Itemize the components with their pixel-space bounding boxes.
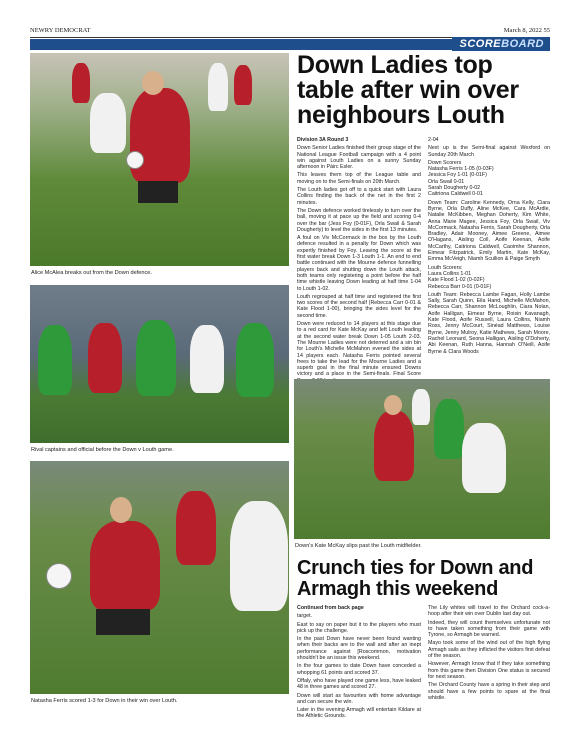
story-2-column-2 xyxy=(428,605,550,703)
player-figure xyxy=(90,93,126,153)
down-team: Down Team: Caroline Kennedy, Orna Kelly, Ciara Byrne, Orla Duffy, Aline McKee, Cara McArdle, Natalie McKibben, Meghan Doherty, Kim White, Anna Marie Magee, Jessica Foy, Orla Swail, Viv McCormack, Natasha Ferris, Sarah Dougherty, Orla Bradley, Adair Mooney, Aimee Greene, Aimee O'Hagans, Aisling Coll, Aoife Keenan, Aoife McCarthy, Caitriona Caldwell, Caoimhe Shannon, Eimear Fitzpatrick, Emily Martin, Kate McKay, Emma McVeigh, Niamh Scullion & Paige Smyth xyxy=(428,199,550,263)
player-figure xyxy=(230,501,288,611)
paragraph: Next up is the Semi-final against Wexford on Sunday 20th March xyxy=(428,145,550,158)
player-figure xyxy=(72,63,90,103)
football xyxy=(46,563,72,589)
paragraph: Down were reduced to 14 players at this stage due to a red card for Kate McKay and left Louth leading at the second water break Down 1-05 Louth 2-03. The Mourne Ladies were not deterred and a sin bin for Louth's Michelle McMahon evened the sides at 14 players each. Natasha Ferris pointed several frees to take the lead for the Mourne Ladies and a superb goal in the final minute ensured Downs victory and a place in the Semi-finals. Final Score xyxy=(297,321,421,378)
photo-2-caption: Rival captains and official before the Down v Louth game. xyxy=(31,447,174,453)
paragraph: Later in the evening Armagh will entertain Kildare at the Athletic Grounds. xyxy=(297,707,421,720)
continued-label: Continued from back page xyxy=(297,605,364,611)
louth-team: Louth Team: Rebecca Lambe Fagan, Holly Lambe Sally, Sarah Quinn, Eila Hand, Michelle McMahon, Rebecca Carr, Shannon McLoughlin, Ciara Nolan, Aoife Halligan, Eimear Byrne, Roisin Kavanagh, Kate Flood, Aoife Russell, Laura Collins, Niamh Ross, Jenny McCourt, Sinéad Matthews, Louise Byrne, Jenny Mulroy, Katie Mathews, Sarah Moore, Rachel Leonard, Seona Halligan, Aisling O'Doherty, Abi Keenan, Ruth Hanna, Hannah O'Neill, Aoife Byrne & Clara Woods xyxy=(428,291,550,355)
official-figure xyxy=(38,325,72,395)
player-figure xyxy=(190,325,224,393)
photo-1-caption: Alice McAlea breaks out from the Down defence. xyxy=(31,270,152,276)
story-1-column-2 xyxy=(428,137,550,357)
player-figure xyxy=(88,323,122,393)
story-1-column-1 xyxy=(297,137,421,386)
player-figure xyxy=(412,389,430,425)
player-figure xyxy=(90,521,160,611)
paragraph: In the past Down have never been found wanting when their backs are to the wall and after an inept performance against [Roscommon, motivation shouldn't be an issue this weekend. xyxy=(297,636,421,662)
photo-3 xyxy=(294,379,550,539)
player-shorts xyxy=(138,181,178,203)
date-page: March 8, 2022 55 xyxy=(503,27,550,34)
paragraph: Louth regrouped at half time and registered the first two scores of the second half (Rebecca Carr 0-01 & Kate Flood 1-00), bringing the sides level for the second time. xyxy=(297,293,421,319)
photo-1 xyxy=(30,53,289,266)
scoreboard-label: SCOREBOARD xyxy=(452,37,550,51)
official-figure xyxy=(434,399,464,459)
paragraph: The Lily whites will travel to the Orchard cock-a-hoop after their win over Dublin last day out. xyxy=(428,605,550,618)
paragraph: In the four games to date Down have conceded a whopping 61 points and scored 37. xyxy=(297,663,421,676)
player-figure xyxy=(130,88,190,183)
paragraph: Down Senior Ladies finished their group stage of the National League Football campaign with a 4 point win against Louth Ladies on a sunny Sunday afternoon in Páirc Esler. xyxy=(297,145,421,171)
football xyxy=(126,151,144,169)
paragraph: The Orchard County have a spring in their step and should have a few points to spare at the final whistle. xyxy=(428,682,550,701)
official-figure xyxy=(236,323,274,397)
paragraph: However, Armagh know that if they take something from this game then Division One status is secured for next season. xyxy=(428,661,550,680)
kicker-score: 2-04 xyxy=(428,137,439,143)
paragraph: Down will start as favourites with home advantage and can secure the win. xyxy=(297,692,421,705)
paragraph: Mayo took some of the wind out of the high flying Armagh sails as they inflicted the visitors first defeat of the season. xyxy=(428,640,550,660)
paper-name: NEWRY DEMOCRAT xyxy=(30,27,91,34)
player-head xyxy=(384,395,402,415)
story-1-headline: Down Ladies top table after win over neighbours Louth xyxy=(297,51,519,129)
official-figure xyxy=(136,320,176,396)
photo-4 xyxy=(30,461,289,694)
paragraph: Offaly, who have played one game less, have leaked 48 in three games and scored 27. xyxy=(297,677,421,691)
player-figure xyxy=(208,63,228,111)
paragraph: The Louth ladies got off to a quick start with Laura Collins finding the back of the net in the first 2 minutes. xyxy=(297,187,421,206)
player-figure xyxy=(234,65,252,105)
player-figure xyxy=(462,423,506,493)
louth-scorers: Louth Scorers: Laura Collins 1-01 Kate Flood 1-02 (0-02F) Rebecca Barr 0-01 (0-01F) xyxy=(428,264,492,290)
player-shorts xyxy=(96,609,150,635)
paragraph: A foul on Viv McCormack in the box by the Louth defence resulted in a penalty for Down which was expertly finished by Foy. Leaving the score at the first water break Down 1-3 Louth 1-1. An end to end battle continued with the Mourne defence funnelling players back and shutting down the Louth attack, both teams only registering a point before the half time whistle leaving Down leading at half time 1-04 to Louth 1-02. xyxy=(297,235,421,292)
paragraph: target. xyxy=(297,613,313,620)
down-scorers: Down Scorers Natasha Ferris 1-05 (0-03F) Jessica Foy 1-01 (0-01F) Orla Swail 0-01 Sarah Dougherty 0-02 Caitriona Caldwell 0-01 xyxy=(428,159,494,198)
story-2-column-1 xyxy=(297,605,421,722)
paragraph: The Down defence worked tirelessly to turn over the ball, moving it at pace up the field and scoring 0-4 over the bar (Jess Foy (0-01F), Orla Swail & Sarah Dougherty) to level the sides in the first 13 minutes. xyxy=(297,207,421,233)
story-2-headline: Crunch ties for Down and Armagh this weekend xyxy=(297,557,534,600)
photo-4-caption: Natasha Ferris scored 1-3 for Down in their win over Louth. xyxy=(31,698,178,704)
photo-3-caption: Down's Kate McKay slips past the Louth midfielder. xyxy=(295,543,422,549)
photo-2 xyxy=(30,285,289,443)
masthead-bar xyxy=(30,27,550,37)
paragraph: East to say on paper but it to the players who must pick up the challenge. xyxy=(297,621,421,634)
paragraph: This leaves them top of the League table and moving on to the Semi-finals on 20th March. xyxy=(297,172,421,185)
player-head xyxy=(110,497,132,523)
kicker: Division 3A Round 3 xyxy=(297,137,349,143)
paragraph: Indeed, they will count themselves unfortunate not to have taken something from their game with Tyrone, so Armagh be warned. xyxy=(428,619,550,639)
player-head xyxy=(142,71,164,95)
player-figure xyxy=(374,411,414,481)
player-figure xyxy=(176,491,216,565)
